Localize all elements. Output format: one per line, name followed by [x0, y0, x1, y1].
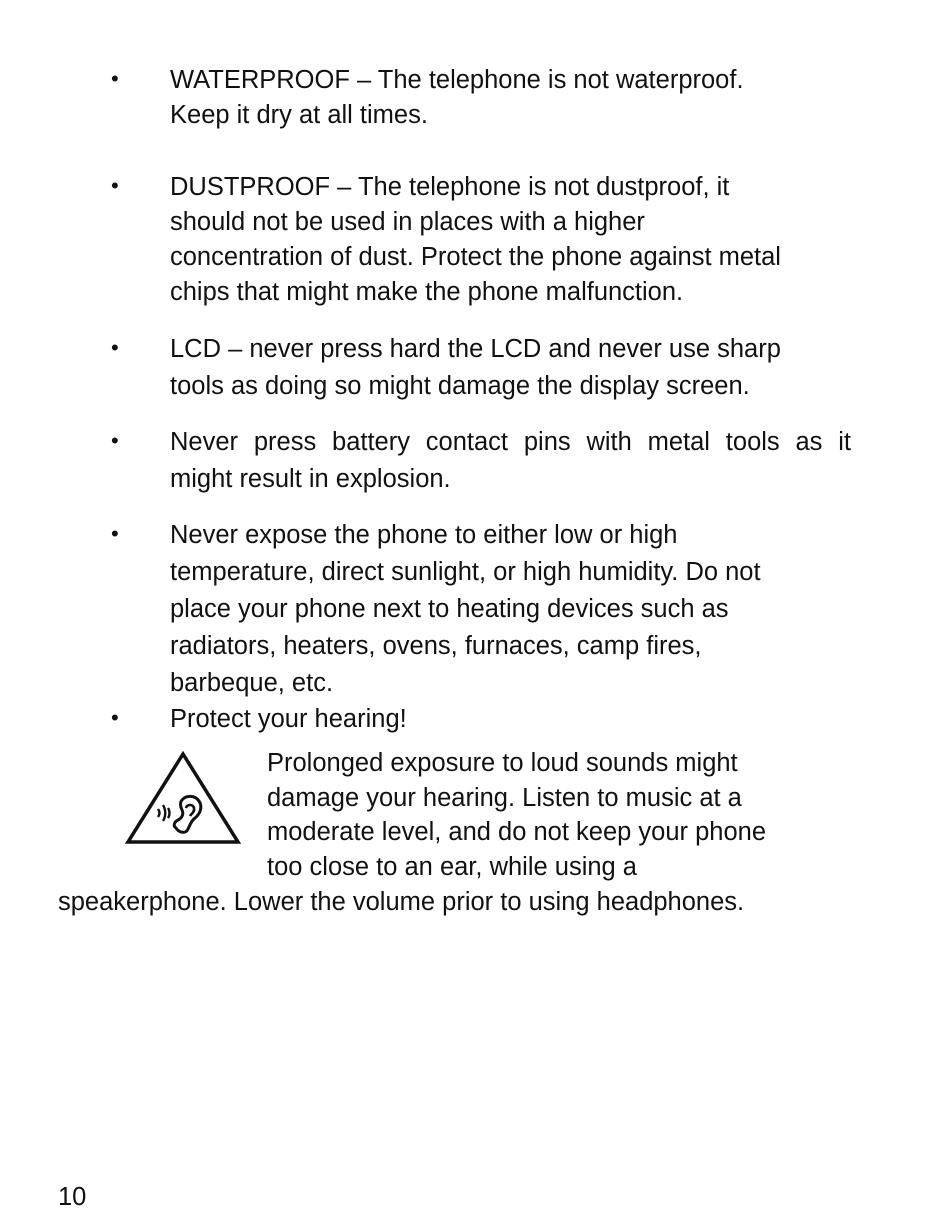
temperature-line-2: temperature, direct sunlight, or high humidity. Do not: [170, 558, 761, 586]
hearing-warning-line-1: Prolonged exposure to loud sounds might: [267, 749, 738, 777]
bullet-marker: •: [111, 173, 119, 198]
bullet-marker: •: [111, 428, 119, 453]
dustproof-line-1: DUSTPROOF – The telephone is not dustproof, it: [170, 173, 730, 201]
hearing-warning-line-3: moderate level, and do not keep your phone: [267, 818, 767, 846]
temperature-line-1: Never expose the phone to either low or high: [170, 521, 678, 549]
lcd-line-1: LCD – never press hard the LCD and never use sharp: [170, 335, 781, 363]
battery-line-1: Never press battery contact pins with metal tools as it: [170, 428, 851, 456]
temperature-line-5: barbeque, etc.: [170, 669, 334, 697]
hearing-warning-line-2: damage your hearing. Listen to music at a: [267, 784, 742, 812]
hearing-heading: Protect your hearing!: [170, 705, 407, 733]
hearing-damage-warning-icon: [124, 750, 242, 846]
dustproof-line-4: chips that might make the phone malfunction.: [170, 278, 684, 306]
bullet-marker: •: [111, 66, 119, 91]
dustproof-line-2: should not be used in places with a higher: [170, 208, 645, 236]
bullet-marker: •: [111, 521, 119, 546]
waterproof-line-2: Keep it dry at all times.: [170, 101, 428, 129]
dustproof-line-3: concentration of dust. Protect the phone against metal: [170, 243, 781, 271]
hearing-warning-last-line: speakerphone. Lower the volume prior to using headphones.: [58, 888, 745, 916]
bullet-marker: •: [111, 705, 119, 730]
temperature-line-3: place your phone next to heating devices such as: [170, 595, 729, 623]
hearing-warning-line-4: too close to an ear, while using a: [267, 853, 637, 881]
page-number: 10: [58, 1183, 87, 1211]
waterproof-line-1: WATERPROOF – The telephone is not waterproof.: [170, 66, 744, 94]
temperature-line-4: radiators, heaters, ovens, furnaces, camp fires,: [170, 632, 702, 660]
battery-line-2: might result in explosion.: [170, 465, 451, 493]
bullet-marker: •: [111, 335, 119, 360]
lcd-line-2: tools as doing so might damage the display screen.: [170, 372, 750, 400]
